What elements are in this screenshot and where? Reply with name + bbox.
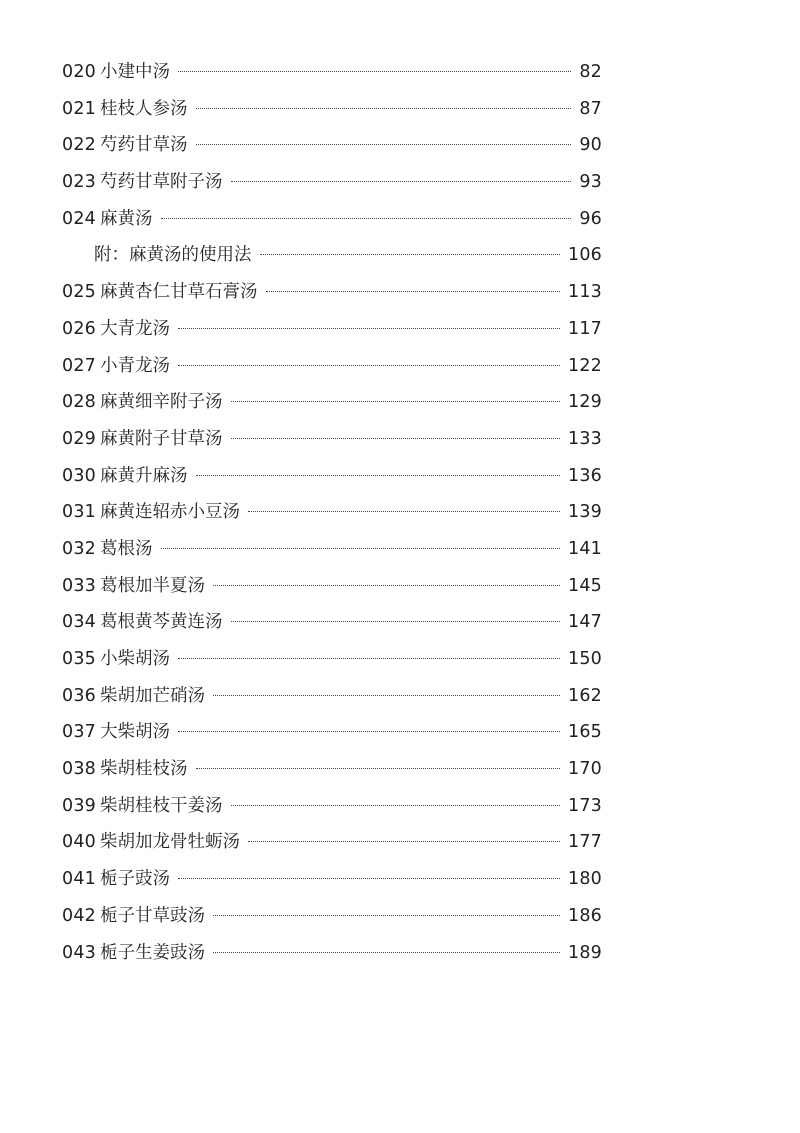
entry-page-number: 145 [567,575,602,596]
toc-entry[interactable] [62,935,602,972]
toc-entry[interactable] [62,678,602,715]
entry-page-number: 141 [567,538,602,559]
toc-entry[interactable] [62,201,602,238]
dot-leader [231,438,560,439]
toc-entry[interactable] [62,421,602,458]
toc-entry[interactable] [62,311,602,348]
entry-title: 附：麻黄汤的使用法 [94,245,252,266]
dot-leader [196,768,560,769]
entry-title: 小建中汤 [100,62,171,82]
entry-page-number: 165 [567,722,602,743]
dot-leader [231,621,560,622]
dot-leader [231,805,560,806]
entry-title: 麻黄杏仁甘草石膏汤 [100,282,258,303]
entry-number: 036 [62,685,97,706]
toc-entry[interactable] [62,714,602,751]
dot-leader [196,144,572,145]
toc-entry[interactable] [62,861,602,898]
table-of-contents [62,54,602,971]
entry-title: 柴胡加芒硝汤 [100,685,206,706]
dot-leader [196,475,560,476]
entry-number: 024 [62,208,97,229]
entry-page-number: 96 [579,208,602,229]
entry-page-number: 129 [567,392,602,413]
entry-number: 027 [62,355,97,376]
entry-number: 037 [62,722,97,743]
toc-entry[interactable] [62,604,602,641]
entry-number: 032 [62,538,97,559]
entry-page-number: 180 [567,869,602,890]
dot-leader [248,841,560,842]
entry-page-number: 139 [567,502,602,523]
dot-leader [213,952,560,953]
entry-title: 大柴胡汤 [100,722,171,743]
dot-leader [231,401,560,402]
entry-page-number: 150 [567,649,602,669]
toc-entry[interactable] [62,91,602,128]
toc-entry[interactable] [62,824,602,861]
entry-number: 021 [62,98,97,119]
entry-number: 030 [62,465,97,486]
dot-leader [178,658,560,659]
entry-number: 043 [62,942,97,963]
entry-title: 小柴胡汤 [100,649,171,669]
dot-leader [161,218,572,219]
toc-entry[interactable] [62,54,602,91]
entry-title: 芍药甘草汤 [100,135,188,156]
entry-title: 麻黄细辛附子汤 [100,392,223,413]
entry-number: 023 [62,172,97,193]
entry-page-number: 90 [579,135,602,156]
entry-number: 025 [62,282,97,303]
entry-page-number: 170 [567,759,602,780]
toc-entry[interactable] [62,384,602,421]
entry-page-number: 133 [567,428,602,449]
dot-leader [248,511,560,512]
toc-entry[interactable] [62,164,602,201]
dot-leader [178,71,571,72]
dot-leader [178,365,560,366]
entry-title: 麻黄附子甘草汤 [100,428,223,449]
entry-page-number: 189 [567,942,602,963]
dot-leader [260,254,560,255]
entry-title: 麻黄升麻汤 [100,465,188,486]
entry-title: 柴胡加龙骨牡蛎汤 [100,832,241,853]
entry-page-number: 147 [567,612,602,633]
toc-entry[interactable] [62,568,602,605]
toc-entry[interactable] [62,127,602,164]
entry-title: 柴胡桂枝干姜汤 [100,795,223,816]
toc-entry[interactable] [62,494,602,531]
toc-entry[interactable] [62,531,602,568]
dot-leader [213,695,560,696]
dot-leader [178,328,560,329]
toc-entry[interactable] [62,458,602,495]
dot-leader [161,548,560,549]
toc-entry[interactable] [62,641,602,678]
toc-entry[interactable] [62,348,602,385]
toc-sub-entry[interactable] [62,237,602,274]
entry-title: 葛根黄芩黄连汤 [100,612,223,633]
entry-number: 020 [62,62,97,82]
entry-number: 031 [62,502,97,523]
entry-page-number: 82 [579,62,602,82]
entry-title: 芍药甘草附子汤 [100,172,223,193]
entry-title: 大青龙汤 [100,318,171,339]
entry-page-number: 117 [567,318,602,339]
entry-number: 029 [62,428,97,449]
entry-number: 040 [62,832,97,853]
entry-title: 柴胡桂枝汤 [100,759,188,780]
entry-page-number: 173 [567,795,602,816]
dot-leader [178,731,560,732]
entry-number: 038 [62,759,97,780]
dot-leader [231,181,572,182]
entry-number: 041 [62,869,97,890]
dot-leader [196,108,572,109]
entry-number: 033 [62,575,97,596]
entry-number: 034 [62,612,97,633]
entry-page-number: 106 [567,245,602,266]
dot-leader [213,585,560,586]
entry-page-number: 122 [567,355,602,376]
toc-entry[interactable] [62,788,602,825]
entry-number: 022 [62,135,97,156]
entry-page-number: 177 [567,832,602,853]
entry-title: 小青龙汤 [100,355,171,376]
entry-title: 桂枝人参汤 [100,98,188,119]
toc-entry[interactable] [62,751,602,788]
entry-number: 039 [62,795,97,816]
dot-leader [266,291,560,292]
entry-page-number: 87 [579,98,602,119]
dot-leader [213,915,560,916]
entry-title: 栀子生姜豉汤 [100,942,206,963]
entry-title: 栀子豉汤 [100,869,171,890]
entry-number: 035 [62,649,97,669]
entry-title: 麻黄汤 [100,208,153,229]
entry-title: 栀子甘草豉汤 [100,905,206,926]
entry-page-number: 136 [567,465,602,486]
toc-entry[interactable] [62,898,602,935]
toc-entry[interactable] [62,274,602,311]
entry-number: 026 [62,318,97,339]
entry-page-number: 93 [579,172,602,193]
entry-title: 葛根加半夏汤 [100,575,206,596]
entry-page-number: 162 [567,685,602,706]
dot-leader [178,878,560,879]
entry-title: 葛根汤 [100,538,153,559]
entry-title: 麻黄连轺赤小豆汤 [100,502,241,523]
entry-number: 042 [62,905,97,926]
entry-page-number: 186 [567,905,602,926]
entry-page-number: 113 [567,282,602,303]
entry-number: 028 [62,392,97,413]
